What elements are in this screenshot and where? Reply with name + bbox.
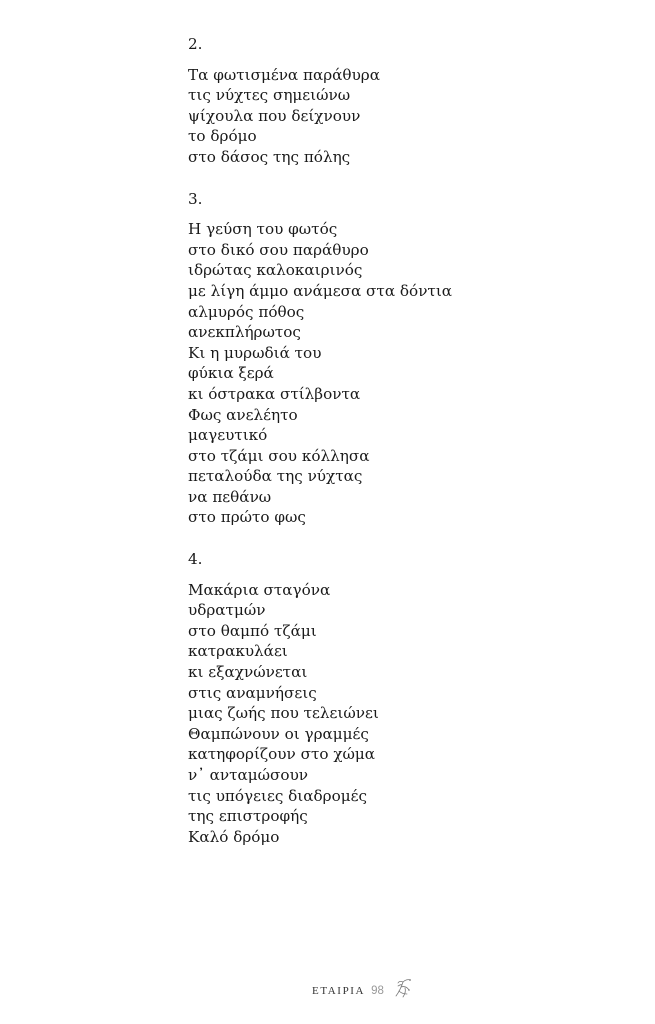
- stanza-number: 2.: [188, 35, 203, 53]
- poem-line: πεταλούδα της νύχτας: [188, 467, 363, 486]
- poem-line: στο θαμπό τζάμι: [188, 621, 317, 640]
- ornament-icon: [390, 976, 414, 1005]
- stanza: [188, 34, 452, 168]
- poem-line: στο τζάμι σου κόλλησα: [188, 446, 370, 465]
- poem-line: Καλό δρόμο: [188, 827, 280, 846]
- poem-line: στο δάσος της πόλης: [188, 147, 351, 166]
- poem-line: τις υπόγειες διαδρομές: [188, 786, 367, 805]
- poem-line: στις αναμνήσεις: [188, 683, 317, 702]
- poem-line: Τα φωτισμένα παράθυρα: [188, 65, 380, 84]
- poem-line: φύκια ξερά: [188, 364, 274, 383]
- poem-line: τις νύχτες σημειώνω: [188, 86, 351, 105]
- poem-line: της επιστροφής: [188, 807, 308, 826]
- poem-line: με λίγη άμμο ανάμεσα στα δόντια: [188, 281, 453, 300]
- stanza-number: 3.: [188, 189, 203, 208]
- poem-line: αλμυρός πόθος: [188, 302, 305, 321]
- poem: [188, 34, 452, 868]
- poem-line: κι όστρακα στίλβοντα: [188, 384, 361, 403]
- poem-line: στο πρώτο φως: [188, 508, 306, 527]
- poem-line: να πεθάνω: [188, 487, 272, 506]
- poem-line: Η γεύση του φωτός: [188, 220, 338, 239]
- poem-line: ιδρώτας καλοκαιρινός: [188, 261, 363, 280]
- journal-title: ΕΤΑΙΡΙΑ: [312, 984, 366, 997]
- poem-line: στο δικό σου παράθυρο: [188, 240, 369, 259]
- poem-line: ψίχουλα που δείχνουν: [188, 106, 361, 125]
- poem-line: Θαμπώνουν οι γραμμές: [188, 724, 369, 743]
- poem-line: Μακάρια σταγόνα: [188, 580, 331, 599]
- poem-line: Κι η μυρωδιά του: [188, 343, 322, 362]
- poem-line: κατηφορίζουν στο χώμα: [188, 745, 376, 764]
- poem-line: το δρόμο: [188, 127, 257, 146]
- poem-line: μιας ζωής που τελειώνει: [188, 704, 379, 723]
- poem-line: ν᾽ ανταμώσουν: [188, 766, 309, 784]
- poem-line: ανεκπλήρωτος: [188, 323, 301, 342]
- stanza: [188, 189, 452, 529]
- stanza-number: 4.: [188, 550, 203, 569]
- poem-line: μαγευτικό: [188, 426, 268, 445]
- poem-line: υδρατμών: [188, 601, 266, 620]
- page-footer: [312, 976, 414, 1005]
- poem-line: κι εξαχνώνεται: [188, 663, 308, 682]
- poem-line: κατρακυλάει: [188, 642, 288, 661]
- stanza: [188, 549, 452, 847]
- poem-line: Φως ανελέητο: [188, 405, 298, 424]
- page-number: 98: [371, 984, 384, 997]
